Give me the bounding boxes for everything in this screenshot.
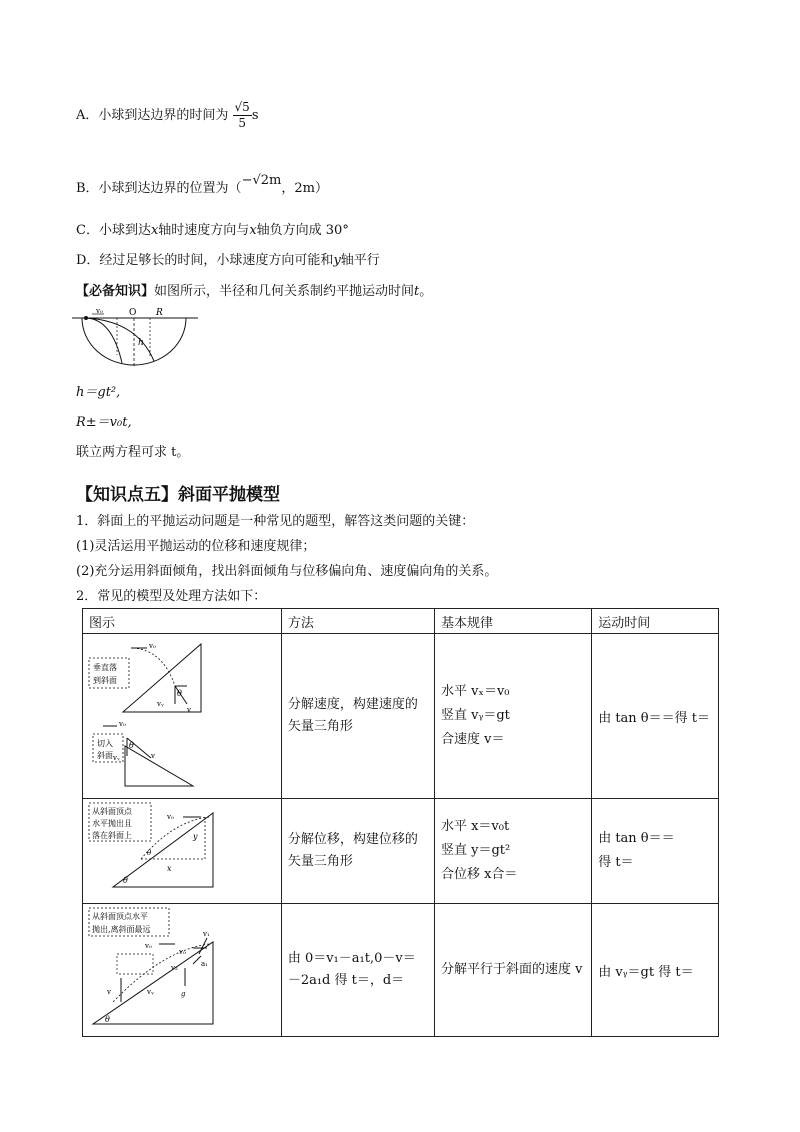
option-a-den: 5: [238, 116, 246, 130]
section-title: 【知识点五】斜面平抛模型: [76, 485, 280, 505]
row1-method: 分解速度，构建速度的矢量三角形: [281, 634, 434, 799]
row3-time: 由 vᵧ＝gt 得 t＝: [592, 904, 719, 1037]
paragraph-1: 1．斜面上的平抛运动问题是一种常见的题型，解答这类问题的关键：: [76, 514, 475, 529]
option-c-var2: x: [249, 223, 257, 238]
option-c-pre: C．小球到达: [76, 223, 151, 238]
option-c-mid: 轴时速度方向与: [158, 223, 250, 238]
row1-label-vy-b: vᵧ: [113, 754, 120, 762]
option-a-unit: s: [251, 108, 259, 123]
option-a: [76, 100, 258, 131]
row1-label-v0-a: v₀: [149, 642, 156, 650]
option-a-text: A．小球到达边界的时间为: [76, 108, 229, 123]
row1-label-theta-a: θ: [177, 689, 182, 698]
row1-time: 由 tan θ＝＝得 t＝: [592, 634, 719, 799]
row3-label-v2: v₂: [171, 964, 178, 972]
row2-time: [592, 799, 719, 904]
fig-label-o: O: [129, 308, 137, 318]
row2-time-2: 得 t＝: [598, 855, 634, 870]
row1-label-tangent-1: 切入: [97, 739, 113, 748]
row2-label-x: x: [167, 864, 172, 873]
table-header-row: [83, 609, 719, 634]
fig-label-h: h: [138, 338, 144, 348]
row3-label-theta: θ: [105, 1015, 110, 1024]
row2-diagram: [83, 799, 272, 899]
row3-label-vy: vᵧ: [147, 988, 154, 996]
option-c-tail: 轴负方向成 30°: [256, 223, 349, 238]
row1-label-tangent-2: 斜面: [97, 751, 113, 760]
row2-figure: [83, 799, 282, 904]
option-c-var1: x: [150, 223, 159, 238]
row3-label-a1: a₁: [201, 960, 208, 968]
row1-label-v-a: v: [187, 706, 191, 714]
paragraph-2: (1)灵活运用平抛运动的位移和速度规律；: [76, 539, 316, 554]
row1-law-3: 合速度 v＝: [440, 732, 505, 747]
row1-law-1: 水平 vₓ＝v₀: [440, 684, 510, 699]
row2-law: [434, 799, 591, 904]
row2-law-2: 竖直 y＝gt²: [440, 843, 511, 858]
option-b-tail: ，2m）: [281, 181, 328, 196]
row3-label-v0-b: v₀: [179, 948, 186, 956]
row2-label-2: 水平抛出且: [92, 819, 132, 828]
row1-label-v0-b: v₀: [119, 720, 126, 728]
row2-label-v0: v₀: [167, 813, 174, 821]
row3-label-2: 抛出,离斜面最远: [92, 925, 151, 934]
option-d-var: y: [333, 253, 341, 268]
row1-label-vertical-2: 到斜面: [93, 676, 117, 685]
option-d: [76, 249, 380, 268]
semicircle-figure: [72, 303, 200, 369]
row1-label-theta-b: θ: [129, 741, 134, 750]
row1-figure: [83, 634, 282, 799]
table-row: [83, 634, 719, 799]
paragraph-4: 2．常见的模型及处理方法如下：: [76, 589, 267, 604]
row2-label-theta-a: θ: [147, 849, 152, 857]
row2-law-3: 合位移 x合＝: [440, 867, 518, 882]
table-row: [83, 799, 719, 904]
row3-label-v0-a: v₀: [145, 942, 152, 950]
knowledge-line: [76, 280, 432, 299]
fig-label-v0: v₀: [96, 307, 103, 315]
table-row: [83, 904, 719, 1037]
row2-label-1: 从斜面顶点: [92, 807, 132, 816]
row1-law-2: 竖直 vᵧ＝gt: [440, 708, 510, 723]
equation-3: 联立两方程可求 t。: [76, 445, 190, 460]
row2-law-1: 水平 x＝v₀t: [440, 819, 510, 834]
row1-law: [434, 634, 591, 799]
equation-1: h＝gt²,: [76, 385, 121, 400]
row3-diagram: [83, 904, 272, 1032]
row2-label-theta-b: θ: [123, 876, 128, 885]
row3-method: 由 0＝v₁－a₁t,0－v＝－2a₁d 得 t＝，d＝: [281, 904, 434, 1037]
knowledge-tag: 【必备知识】: [76, 284, 155, 299]
equation-2: R±＝v₀t,: [76, 415, 132, 430]
option-d-pre: D．经过足够长的时间，小球速度方向可能和: [76, 253, 334, 268]
row2-label-3: 落在斜面上: [92, 831, 132, 840]
option-a-fraction: [233, 100, 252, 131]
row2-method: 分解位移，构建位移的矢量三角形: [281, 799, 434, 904]
row3-label-v1: v₁: [203, 930, 210, 938]
knowledge-end: 。: [419, 284, 433, 299]
row3-label-1: 从斜面顶点水平: [92, 912, 148, 921]
row2-time-1: 由 tan θ＝＝: [598, 831, 675, 846]
row1-label-vy-a: vᵧ: [157, 700, 164, 708]
row3-label-g: g: [181, 990, 186, 998]
row1-label-vertical-1: 垂直落: [93, 663, 117, 672]
header-method: 方法: [281, 609, 434, 634]
fig-label-r: R: [156, 308, 163, 318]
knowledge-var: t: [414, 284, 420, 299]
option-c: [76, 219, 349, 238]
row2-label-y: y: [193, 832, 198, 841]
row3-label-v: v: [107, 988, 111, 996]
row3-figure: [83, 904, 282, 1037]
row3-law: 分解平行于斜面的速度 v: [434, 904, 591, 1037]
paragraph-3: (2)充分运用斜面倾角，找出斜面倾角与位移偏向角、速度偏向角的关系。: [76, 564, 498, 579]
option-d-tail: 轴平行: [340, 253, 380, 268]
option-b: [76, 173, 328, 196]
option-b-text: B．小球到达边界的位置为（: [76, 181, 242, 196]
header-time: 运动时间: [592, 609, 719, 634]
option-a-num: √5: [234, 100, 250, 114]
knowledge-text: 如图所示，半径和几何关系制约平抛运动时间: [154, 284, 415, 299]
model-table: [82, 608, 719, 1037]
row1-label-v-b: v: [151, 752, 155, 760]
option-b-value: −√2m: [241, 173, 282, 188]
header-figure: 图示: [83, 609, 282, 634]
row1-diagram: [83, 634, 272, 794]
header-law: 基本规律: [434, 609, 591, 634]
